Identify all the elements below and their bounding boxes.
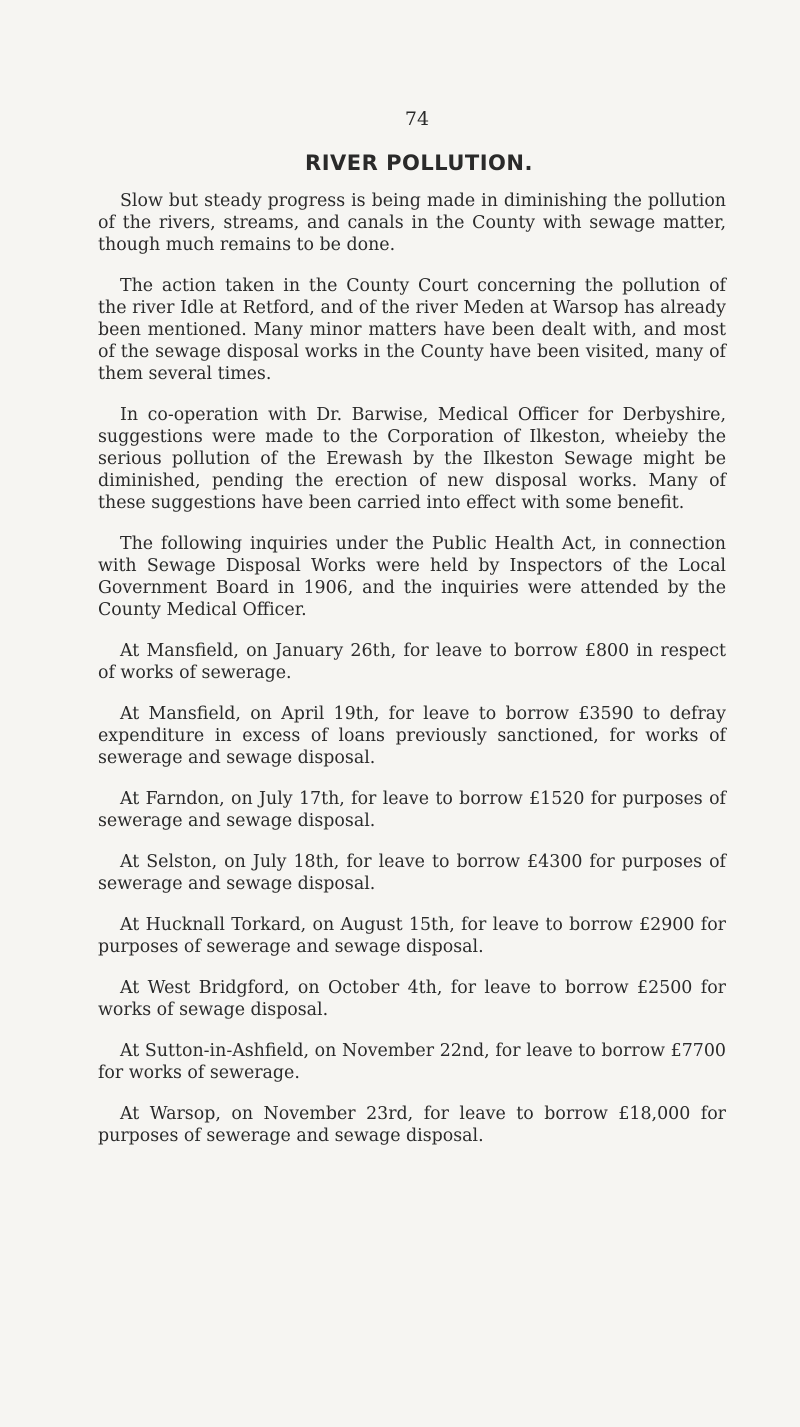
paragraph-county-court: The action taken in the County Court concerning the pollution of the river Idle at Retford, and of the river Meden at Warsop has already been mentioned. Many minor matters have been dealt with, and most of the sewage disposal works in the County have been visited, many of them several times. bbox=[98, 276, 726, 384]
paragraph-mansfield-april: At Mansfield, on April 19th, for leave to borrow £3590 to defray expenditure in excess of loans previously sanctioned, for works of sewerage and sewage disposal. bbox=[98, 704, 726, 768]
paragraph-inquiries: The following inquiries under the Public Health Act, in connection with Sewage Disposal Works were held by Inspectors of the Local Government Board in 1906, and the inquiries were attended by the County Medical Officer. bbox=[98, 534, 726, 620]
paragraph-hucknall-torkard: At Hucknall Torkard, on August 15th, for leave to borrow £2900 for purposes of sewerage and sewage disposal. bbox=[98, 915, 726, 957]
paragraph-warsop: At Warsop, on November 23rd, for leave to borrow £18,000 for purposes of sewerage and sewage disposal. bbox=[98, 1104, 726, 1146]
paragraph-farndon: At Farndon, on July 17th, for leave to borrow £1520 for purposes of sewerage and sewage disposal. bbox=[98, 789, 726, 831]
paragraph-ilkeston: In co-operation with Dr. Barwise, Medical Officer for Derbyshire, suggestions were made to the Corporation of Ilkeston, wheieby the serious pollution of the Erewash by the Ilkeston Sewage might be diminished, pending the erection of new disposal works. Many of these suggestions have been carried into effect with some benefit. bbox=[98, 405, 726, 513]
paragraph-selston: At Selston, on July 18th, for leave to borrow £4300 for purposes of sewerage and sewage disposal. bbox=[98, 852, 726, 894]
paragraph-west-bridgford: At West Bridgford, on October 4th, for leave to borrow £2500 for works of sewage disposal. bbox=[98, 978, 726, 1020]
paragraph-intro: Slow but steady progress is being made in diminishing the pollution of the rivers, streams, and canals in the County with sewage matter, though much remains to be done. bbox=[98, 191, 726, 255]
page-title: RIVER POLLUTION. bbox=[305, 151, 533, 175]
paragraph-sutton-in-ashfield: At Sutton-in-Ashfield, on November 22nd, for leave to borrow £7700 for works of sewerage. bbox=[98, 1041, 726, 1083]
page-number: 74 bbox=[404, 108, 430, 130]
document-page bbox=[98, 108, 726, 1166]
paragraph-mansfield-january: At Mansfield, on January 26th, for leave to borrow £800 in respect of works of sewerage. bbox=[98, 641, 726, 683]
